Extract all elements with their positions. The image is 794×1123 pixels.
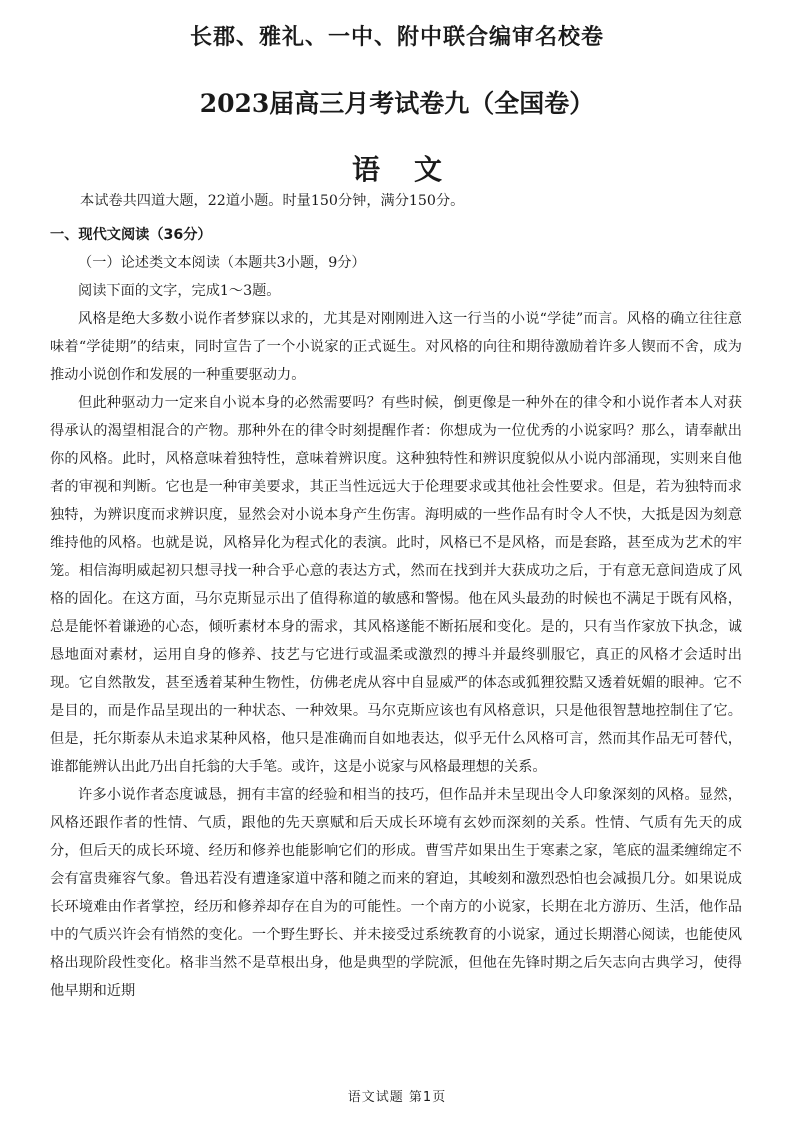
reading-instruction: 阅读下面的文字，完成1～3题。 <box>78 283 281 299</box>
page-footer: 语文试题 第1页 <box>347 1090 447 1105</box>
passage-paragraph: 风格是绝大多数小说作者梦寐以求的，尤其是对刚刚进入这一行当的小说“学徒”而言。风格的确立往往意味着“学徒期”的结束，同时宣告了一个小说家的正式诞生。对风格的向往和期待激励着许多人锲而不舍，成为推动小说创作和发展的一种重要驱动力。 <box>50 311 742 383</box>
school-union-header: 长郡、雅礼、一中、附中联合编审名校卷 <box>189 24 604 50</box>
exam-intro: 本试卷共四道大题，22道小题。时量150分钟，满分150分。 <box>80 193 465 209</box>
exam-title: 2023届高三月考试卷九（全国卷） <box>199 89 595 118</box>
subsection-heading: （一）论述类文本阅读（本题共3小题，9分） <box>78 255 366 271</box>
section-heading: 一、现代文阅读（36分） <box>50 227 212 243</box>
exam-content <box>50 187 742 1005</box>
passage-paragraph: 许多小说作者态度诚恳，拥有丰富的经验和相当的技巧，但作品并未呈现出令人印象深刻的风格。显然，风格还跟作者的性情、气质，跟他的先天禀赋和后天成长环境有玄妙而深刻的关系。性情、气质有先天的成分，但后天的成长环境、经历和修养也能影响它们的形成。曹雪芹如果出生于寒素之家，笔底的温柔缠绵定不会有富贵雍容气象。鲁迅若没有遭逢家道中落和随之而来的窘迫，其峻刻和激烈恐怕也会减损几分。如果说成长环境难由作者掌控，经历和修养却存在自为的可能性。一个南方的小说家，长期在北方游历、生活，他作品中的气质兴许会有悄然的变化。一个野生野长、并未接受过系统教育的小说家，通过长期潜心阅读，也能使风格出现阶段性变化。格非当然不是草根出身，他是典型的学院派，但他在先锋时期之后矢志向古典学习，使得他早期和近期 <box>50 787 742 999</box>
passage-paragraph: 但此种驱动力一定来自小说本身的必然需要吗？有些时候，倒更像是一种外在的律令和小说作者本人对获得承认的渴望相混合的产物。那种外在的律令时刻提醒作者：你想成为一位优秀的小说家吗？那么，请奉献出你的风格。此时，风格意味着独特性，意味着辨识度。这种独特性和辨识度貌似从小说内部涌现，实则来自他者的审视和判断。它也是一种审美要求，其正当性远远大于伦理要求或其他社会性要求。但是，若为独特而求独特，为辨识度而求辨识度，显然会对小说本身产生伤害。海明威的一些作品有时令人不快，大抵是因为刻意维持他的风格。也就是说，风格异化为程式化的表演。此时，风格已不是风格，而是套路，甚至成为艺术的牢笼。相信海明威起初只想寻找一种合乎心意的表达方式，然而在找到并大获成功之后，于有意无意间造成了风格的固化。在这方面，马尔克斯显示出了值得称道的敏感和警惕。他在风头最劲的时候也不满足于既有风格，总是能怀着谦逊的心态，倾听素材本身的需求，其风格遂能不断拓展和变化。是的，只有当作家放下执念，诚恳地面对素材，运用自身的修养、技艺与它进行或温柔或激烈的搏斗并最终驯服它，真正的风格才会适时出现。它自然散发，甚至透着某种生物性，仿佛老虎从容中自显威严的体态或狐狸狡黠又透着妩媚的眼神。它不是目的，而是作品呈现出的一种状态、一种效果。马尔克斯应该也有风格意识，只是他很智慧地控制住了它。但是，托尔斯泰从未追求某种风格，他只是准确而自如地表达，似乎无什么风格可言，然而其作品无可替代，谁都能辨认出此乃出自托翁的大手笔。或许，这是小说家与风格最理想的关系。 <box>50 395 742 775</box>
subject-title: 语文 <box>351 153 476 186</box>
